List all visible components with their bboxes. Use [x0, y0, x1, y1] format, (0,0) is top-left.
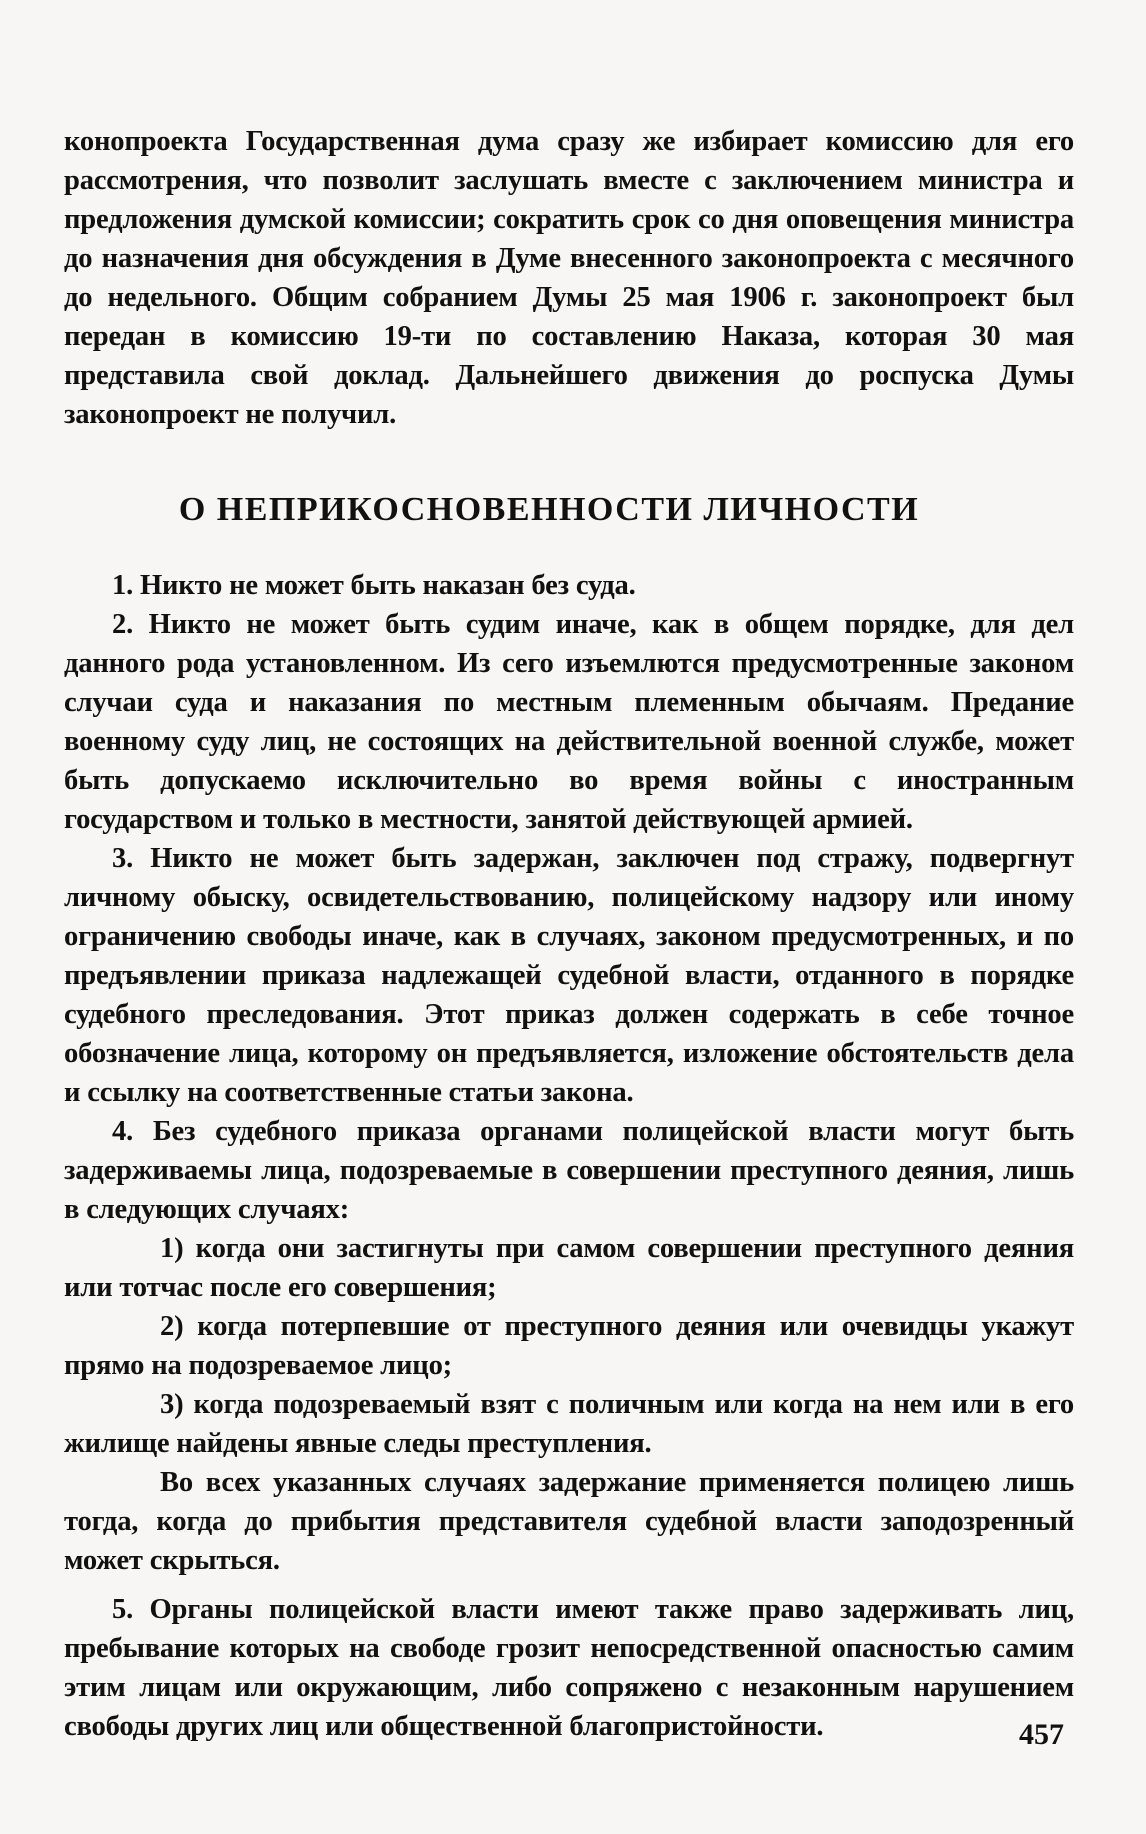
- case-3: 3) когда подозреваемый взят с поличным или когда на нем или в его жилище найдены явные следы преступления.: [64, 1389, 1074, 1459]
- article-2: 2. Никто не может быть судим иначе, как в общем порядке, для дел данного рода установленном. Из сего изъемлются предусмотренные законом случаи суда и наказания по местным племенным обычаям. Предание военному суду лиц, не состоящих на действительной военной службе, может быть допускаемо исключительно во время войны с иностранным государством и только в местности, занятой действующей армией.: [64, 609, 1074, 835]
- page-number: 457: [1019, 1718, 1064, 1751]
- page-body: [64, 122, 1074, 1746]
- cases-note: Во всех указанных случаях задержание применяется полицею лишь тогда, когда до прибытия представителя судебной власти заподозренный может скрыться.: [64, 1467, 1074, 1576]
- case-2: 2) когда потерпевшие от преступного деяния или очевидцы укажут прямо на подозреваемое лицо;: [64, 1311, 1074, 1381]
- article-4: 4. Без судебного приказа органами полицейской власти могут быть задерживаемы лица, подозреваемые в совершении преступного деяния, лишь в следующих случаях:: [64, 1116, 1074, 1225]
- case-1: 1) когда они застигнуты при самом совершении преступного деяния или тотчас после его совершения;: [64, 1233, 1074, 1303]
- intro-paragraph: конопроекта Государственная дума сразу же избирает комиссию для его рассмотрения, что позволит заслушать вместе с заключением министра и предложения думской комиссии; сократить срок со дня оповещения министра до назначения дня обсуждения в Думе внесенного законопроекта с месячного до недельного. Общим собранием Думы 25 мая 1906 г. законопроект был передан в комиссию 19-ти по составлению Наказа, которая 30 мая представила свой доклад. Дальнейшего движения до роспуска Думы законопроект не получил.: [64, 126, 1074, 430]
- article-5: 5. Органы полицейской власти имеют также право задерживать лиц, пребывание которых на свободе грозит непосредственной опасностью самим этим лицам или окружающим, либо сопряжено с незаконным нарушением свободы других лиц или общественной благопристойности.: [64, 1594, 1074, 1742]
- article-3: 3. Никто не может быть задержан, заключен под стражу, подвергнут личному обыску, освидетельствованию, полицейскому надзору или иному ограничению свободы иначе, как в случаях, законом предусмотренных, и по предъявлении приказа надлежащей судебной власти, отданного в порядке судебного преследования. Этот приказ должен содержать в себе точное обозначение лица, которому он предъявляется, изложение обстоятельств дела и ссылку на соответственные статьи закона.: [64, 843, 1074, 1108]
- section-title: О НЕПРИКОСНОВЕННОСТИ ЛИЧНОСТИ: [178, 491, 920, 528]
- article-1: 1. Никто не может быть наказан без суда.: [112, 570, 636, 601]
